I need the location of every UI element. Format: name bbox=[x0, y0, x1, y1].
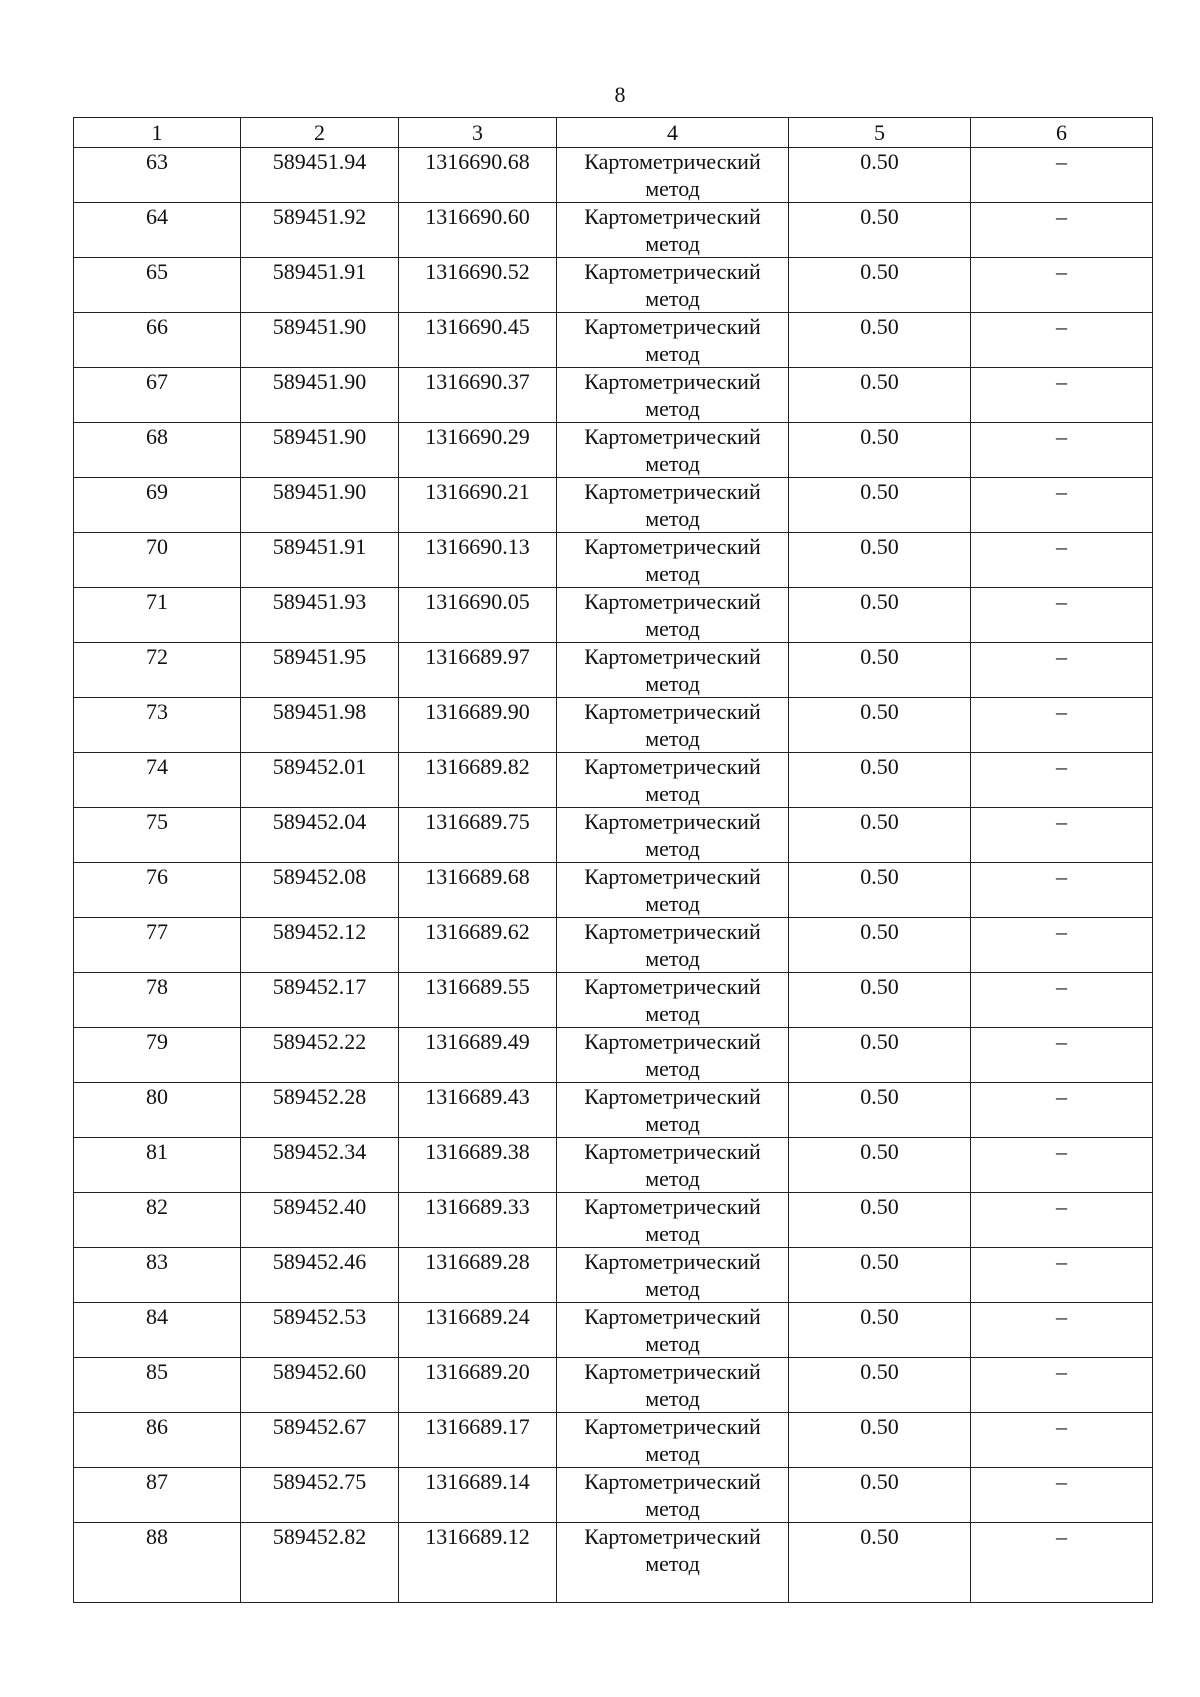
method-cell: Картометрический метод bbox=[557, 148, 789, 203]
y-coordinate-cell: 1316689.12 bbox=[399, 1523, 557, 1603]
y-coordinate-cell: 1316689.38 bbox=[399, 1138, 557, 1193]
x-coordinate-cell: 589451.94 bbox=[241, 148, 399, 203]
note-cell: – bbox=[971, 1083, 1153, 1138]
method-cell: Картометрический метод bbox=[557, 1083, 789, 1138]
x-coordinate-cell: 589451.90 bbox=[241, 368, 399, 423]
accuracy-cell: 0.50 bbox=[789, 698, 971, 753]
coordinates-table bbox=[73, 117, 1153, 1603]
method-cell: Картометрический метод bbox=[557, 1468, 789, 1523]
y-coordinate-cell: 1316690.37 bbox=[399, 368, 557, 423]
method-cell: Картометрический метод bbox=[557, 1303, 789, 1358]
accuracy-cell: 0.50 bbox=[789, 148, 971, 203]
x-coordinate-cell: 589452.34 bbox=[241, 1138, 399, 1193]
x-coordinate-cell: 589451.98 bbox=[241, 698, 399, 753]
note-cell: – bbox=[971, 1468, 1153, 1523]
accuracy-cell: 0.50 bbox=[789, 1413, 971, 1468]
table-row bbox=[74, 808, 1153, 863]
method-cell: Картометрический метод bbox=[557, 1523, 789, 1603]
x-coordinate-cell: 589452.60 bbox=[241, 1358, 399, 1413]
y-coordinate-cell: 1316689.28 bbox=[399, 1248, 557, 1303]
table-row bbox=[74, 918, 1153, 973]
accuracy-cell: 0.50 bbox=[789, 533, 971, 588]
x-coordinate-cell: 589451.90 bbox=[241, 478, 399, 533]
y-coordinate-cell: 1316690.13 bbox=[399, 533, 557, 588]
accuracy-cell: 0.50 bbox=[789, 808, 971, 863]
table-row bbox=[74, 1468, 1153, 1523]
accuracy-cell: 0.50 bbox=[789, 753, 971, 808]
note-cell: – bbox=[971, 588, 1153, 643]
note-cell: – bbox=[971, 203, 1153, 258]
point-number-cell: 73 bbox=[74, 698, 241, 753]
note-cell: – bbox=[971, 423, 1153, 478]
point-number-cell: 82 bbox=[74, 1193, 241, 1248]
note-cell: – bbox=[971, 1028, 1153, 1083]
point-number-cell: 72 bbox=[74, 643, 241, 698]
note-cell: – bbox=[971, 808, 1153, 863]
method-cell: Картометрический метод bbox=[557, 808, 789, 863]
column-header-5: 5 bbox=[789, 118, 971, 148]
method-cell: Картометрический метод bbox=[557, 918, 789, 973]
y-coordinate-cell: 1316690.45 bbox=[399, 313, 557, 368]
table-row bbox=[74, 1193, 1153, 1248]
y-coordinate-cell: 1316689.24 bbox=[399, 1303, 557, 1358]
table-row bbox=[74, 1028, 1153, 1083]
y-coordinate-cell: 1316689.97 bbox=[399, 643, 557, 698]
table-row bbox=[74, 478, 1153, 533]
point-number-cell: 88 bbox=[74, 1523, 241, 1603]
note-cell: – bbox=[971, 1413, 1153, 1468]
y-coordinate-cell: 1316689.82 bbox=[399, 753, 557, 808]
method-cell: Картометрический метод bbox=[557, 1028, 789, 1083]
accuracy-cell: 0.50 bbox=[789, 313, 971, 368]
method-cell: Картометрический метод bbox=[557, 1138, 789, 1193]
point-number-cell: 76 bbox=[74, 863, 241, 918]
column-header-1: 1 bbox=[74, 118, 241, 148]
x-coordinate-cell: 589451.91 bbox=[241, 533, 399, 588]
accuracy-cell: 0.50 bbox=[789, 1303, 971, 1358]
note-cell: – bbox=[971, 1303, 1153, 1358]
accuracy-cell: 0.50 bbox=[789, 1083, 971, 1138]
point-number-cell: 63 bbox=[74, 148, 241, 203]
table-row bbox=[74, 1138, 1153, 1193]
point-number-cell: 64 bbox=[74, 203, 241, 258]
y-coordinate-cell: 1316689.62 bbox=[399, 918, 557, 973]
note-cell: – bbox=[971, 1193, 1153, 1248]
x-coordinate-cell: 589451.95 bbox=[241, 643, 399, 698]
table-row bbox=[74, 643, 1153, 698]
accuracy-cell: 0.50 bbox=[789, 1028, 971, 1083]
y-coordinate-cell: 1316689.68 bbox=[399, 863, 557, 918]
x-coordinate-cell: 589452.12 bbox=[241, 918, 399, 973]
note-cell: – bbox=[971, 918, 1153, 973]
note-cell: – bbox=[971, 643, 1153, 698]
x-coordinate-cell: 589452.04 bbox=[241, 808, 399, 863]
table-row bbox=[74, 423, 1153, 478]
point-number-cell: 67 bbox=[74, 368, 241, 423]
y-coordinate-cell: 1316689.75 bbox=[399, 808, 557, 863]
table-row bbox=[74, 203, 1153, 258]
x-coordinate-cell: 589452.82 bbox=[241, 1523, 399, 1603]
y-coordinate-cell: 1316689.14 bbox=[399, 1468, 557, 1523]
accuracy-cell: 0.50 bbox=[789, 1523, 971, 1603]
point-number-cell: 68 bbox=[74, 423, 241, 478]
table-row bbox=[74, 698, 1153, 753]
point-number-cell: 75 bbox=[74, 808, 241, 863]
accuracy-cell: 0.50 bbox=[789, 478, 971, 533]
note-cell: – bbox=[971, 533, 1153, 588]
x-coordinate-cell: 589452.75 bbox=[241, 1468, 399, 1523]
table-row bbox=[74, 258, 1153, 313]
table-row bbox=[74, 533, 1153, 588]
x-coordinate-cell: 589452.53 bbox=[241, 1303, 399, 1358]
note-cell: – bbox=[971, 1248, 1153, 1303]
method-cell: Картометрический метод bbox=[557, 533, 789, 588]
accuracy-cell: 0.50 bbox=[789, 863, 971, 918]
y-coordinate-cell: 1316689.55 bbox=[399, 973, 557, 1028]
note-cell: – bbox=[971, 1523, 1153, 1603]
accuracy-cell: 0.50 bbox=[789, 203, 971, 258]
table-row bbox=[74, 1358, 1153, 1413]
y-coordinate-cell: 1316689.49 bbox=[399, 1028, 557, 1083]
accuracy-cell: 0.50 bbox=[789, 1468, 971, 1523]
x-coordinate-cell: 589452.40 bbox=[241, 1193, 399, 1248]
note-cell: – bbox=[971, 368, 1153, 423]
point-number-cell: 74 bbox=[74, 753, 241, 808]
accuracy-cell: 0.50 bbox=[789, 588, 971, 643]
table-row bbox=[74, 753, 1153, 808]
table-row bbox=[74, 1303, 1153, 1358]
point-number-cell: 83 bbox=[74, 1248, 241, 1303]
note-cell: – bbox=[971, 863, 1153, 918]
column-header-3: 3 bbox=[399, 118, 557, 148]
accuracy-cell: 0.50 bbox=[789, 973, 971, 1028]
table-row bbox=[74, 1248, 1153, 1303]
x-coordinate-cell: 589451.93 bbox=[241, 588, 399, 643]
note-cell: – bbox=[971, 313, 1153, 368]
point-number-cell: 78 bbox=[74, 973, 241, 1028]
table-row bbox=[74, 863, 1153, 918]
page-number: 8 bbox=[614, 82, 626, 107]
note-cell: – bbox=[971, 1358, 1153, 1413]
point-number-cell: 65 bbox=[74, 258, 241, 313]
y-coordinate-cell: 1316690.29 bbox=[399, 423, 557, 478]
table-header bbox=[74, 118, 1153, 148]
table-row bbox=[74, 313, 1153, 368]
x-coordinate-cell: 589452.22 bbox=[241, 1028, 399, 1083]
method-cell: Картометрический метод bbox=[557, 423, 789, 478]
note-cell: – bbox=[971, 148, 1153, 203]
x-coordinate-cell: 589452.67 bbox=[241, 1413, 399, 1468]
note-cell: – bbox=[971, 698, 1153, 753]
y-coordinate-cell: 1316689.33 bbox=[399, 1193, 557, 1248]
accuracy-cell: 0.50 bbox=[789, 1193, 971, 1248]
method-cell: Картометрический метод bbox=[557, 258, 789, 313]
table-row bbox=[74, 1413, 1153, 1468]
point-number-cell: 71 bbox=[74, 588, 241, 643]
point-number-cell: 69 bbox=[74, 478, 241, 533]
note-cell: – bbox=[971, 258, 1153, 313]
table-row bbox=[74, 973, 1153, 1028]
x-coordinate-cell: 589452.08 bbox=[241, 863, 399, 918]
header-row bbox=[74, 118, 1153, 148]
accuracy-cell: 0.50 bbox=[789, 1138, 971, 1193]
point-number-cell: 66 bbox=[74, 313, 241, 368]
x-coordinate-cell: 589451.90 bbox=[241, 423, 399, 478]
y-coordinate-cell: 1316689.20 bbox=[399, 1358, 557, 1413]
point-number-cell: 70 bbox=[74, 533, 241, 588]
point-number-cell: 86 bbox=[74, 1413, 241, 1468]
method-cell: Картометрический метод bbox=[557, 1358, 789, 1413]
y-coordinate-cell: 1316689.90 bbox=[399, 698, 557, 753]
point-number-cell: 84 bbox=[74, 1303, 241, 1358]
accuracy-cell: 0.50 bbox=[789, 258, 971, 313]
x-coordinate-cell: 589451.91 bbox=[241, 258, 399, 313]
method-cell: Картометрический метод bbox=[557, 863, 789, 918]
method-cell: Картометрический метод bbox=[557, 1248, 789, 1303]
table-body bbox=[74, 148, 1153, 1603]
x-coordinate-cell: 589451.90 bbox=[241, 313, 399, 368]
y-coordinate-cell: 1316690.60 bbox=[399, 203, 557, 258]
point-number-cell: 85 bbox=[74, 1358, 241, 1413]
y-coordinate-cell: 1316690.05 bbox=[399, 588, 557, 643]
note-cell: – bbox=[971, 478, 1153, 533]
y-coordinate-cell: 1316690.68 bbox=[399, 148, 557, 203]
y-coordinate-cell: 1316689.17 bbox=[399, 1413, 557, 1468]
note-cell: – bbox=[971, 753, 1153, 808]
point-number-cell: 80 bbox=[74, 1083, 241, 1138]
table-row bbox=[74, 368, 1153, 423]
accuracy-cell: 0.50 bbox=[789, 918, 971, 973]
x-coordinate-cell: 589452.01 bbox=[241, 753, 399, 808]
table-row bbox=[74, 1523, 1153, 1603]
method-cell: Картометрический метод bbox=[557, 478, 789, 533]
y-coordinate-cell: 1316690.52 bbox=[399, 258, 557, 313]
point-number-cell: 77 bbox=[74, 918, 241, 973]
method-cell: Картометрический метод bbox=[557, 753, 789, 808]
method-cell: Картометрический метод bbox=[557, 1413, 789, 1468]
note-cell: – bbox=[971, 973, 1153, 1028]
x-coordinate-cell: 589452.17 bbox=[241, 973, 399, 1028]
x-coordinate-cell: 589452.28 bbox=[241, 1083, 399, 1138]
method-cell: Картометрический метод bbox=[557, 368, 789, 423]
point-number-cell: 81 bbox=[74, 1138, 241, 1193]
accuracy-cell: 0.50 bbox=[789, 1248, 971, 1303]
x-coordinate-cell: 589451.92 bbox=[241, 203, 399, 258]
point-number-cell: 87 bbox=[74, 1468, 241, 1523]
method-cell: Картометрический метод bbox=[557, 1193, 789, 1248]
note-cell: – bbox=[971, 1138, 1153, 1193]
method-cell: Картометрический метод bbox=[557, 643, 789, 698]
point-number-cell: 79 bbox=[74, 1028, 241, 1083]
method-cell: Картометрический метод bbox=[557, 203, 789, 258]
method-cell: Картометрический метод bbox=[557, 313, 789, 368]
accuracy-cell: 0.50 bbox=[789, 643, 971, 698]
column-header-4: 4 bbox=[557, 118, 789, 148]
method-cell: Картометрический метод bbox=[557, 973, 789, 1028]
y-coordinate-cell: 1316690.21 bbox=[399, 478, 557, 533]
column-header-2: 2 bbox=[241, 118, 399, 148]
accuracy-cell: 0.50 bbox=[789, 1358, 971, 1413]
table-row bbox=[74, 148, 1153, 203]
method-cell: Картометрический метод bbox=[557, 588, 789, 643]
table-row bbox=[74, 588, 1153, 643]
accuracy-cell: 0.50 bbox=[789, 368, 971, 423]
table-row bbox=[74, 1083, 1153, 1138]
column-header-6: 6 bbox=[971, 118, 1153, 148]
method-cell: Картометрический метод bbox=[557, 698, 789, 753]
y-coordinate-cell: 1316689.43 bbox=[399, 1083, 557, 1138]
x-coordinate-cell: 589452.46 bbox=[241, 1248, 399, 1303]
accuracy-cell: 0.50 bbox=[789, 423, 971, 478]
